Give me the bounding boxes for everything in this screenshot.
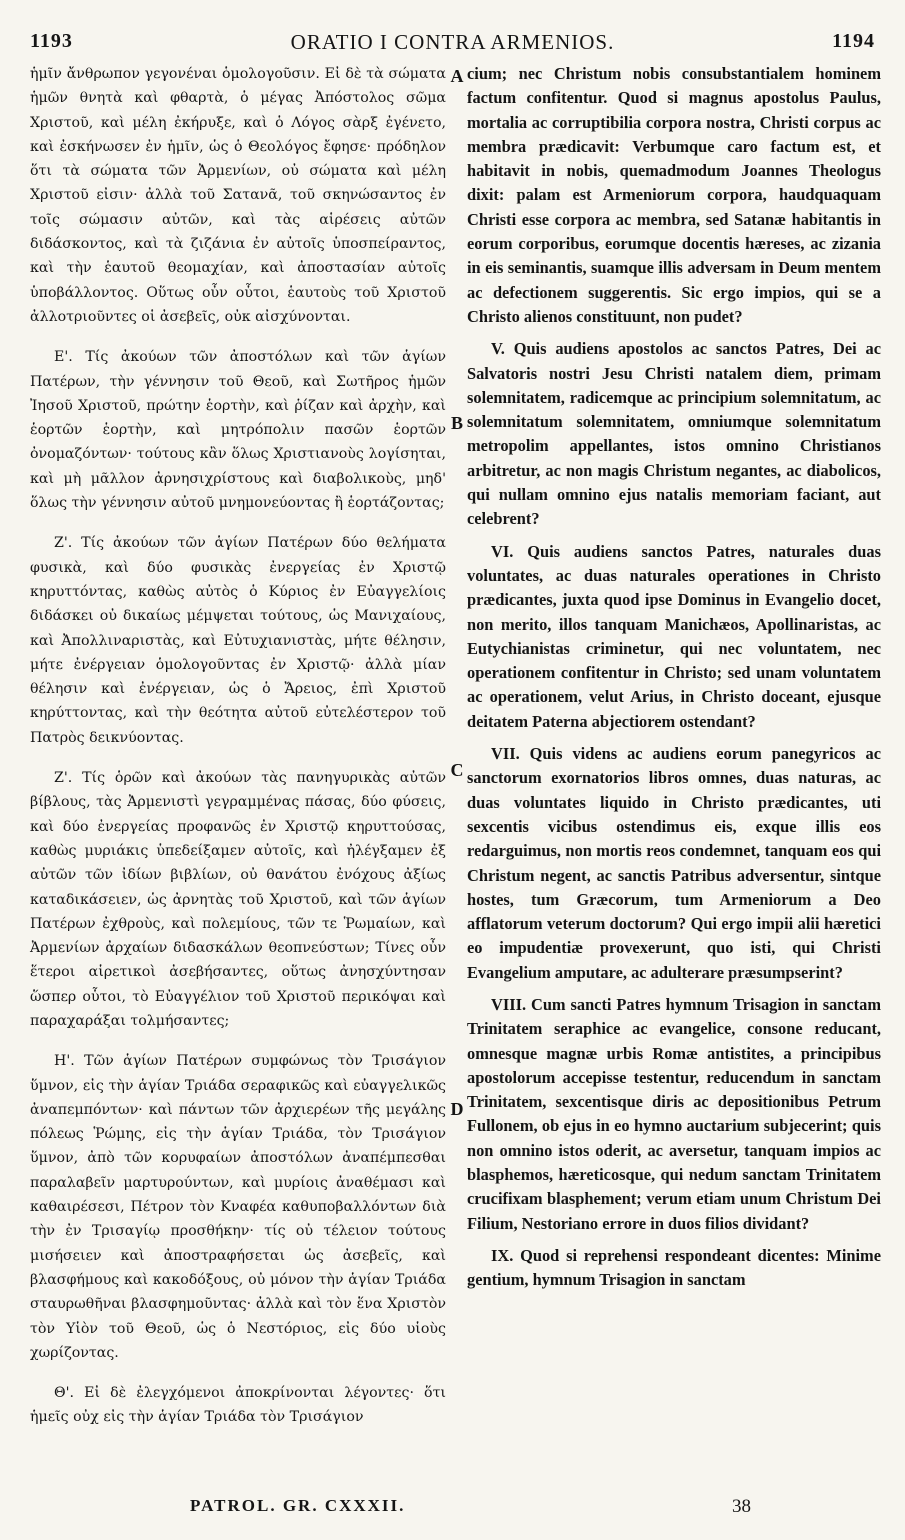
greek-paragraph-8: Η'. Τῶν ἁγίων Πατέρων συμφώνως τὸν Τρισάγιον ὕμνον, εἰς τὴν ἁγίαν Τριάδα σεραφικῶς καὶ εὐαγγελικῶς ἀναπεμπόντων· καὶ πάντων τῶν ἀρχιερέων τῆς μεγάλης πόλεως Ῥώμης, εἰς τὴν ἁγίαν Τριάδα, τὸν Τρισάγιον ὕμνον, ἀπὸ τῶν κορυφαίων ἀποστόλων ἀναπέμπεσθαι παραλαβεῖν μαρτυρούντων, καὶ μυρίοις ἀναθέμασι καὶ καθαιρέσεσι, Πέτρον τὸν Κναφέα καθυποβαλλόντων διὰ τὴν ἐν Τρισαγίῳ προσθήκην· τίς οὐ τέλειον τούτους μισήσειεν καὶ ἀποστραφήσεται ὡς ἀσεβεῖς, καὶ βλασφήμους καὶ κακοδόξους, οὐ μόνον τὴν ἁγίαν Τριάδα σταυρωθῆναι βλασφημοῦντας· ἀλλὰ καὶ τὸν ἕνα Χριστὸν τὸν Υἱὸν τοῦ Θεοῦ, ὡς ὁ Νεστόριος, εἰς δύο υἱοὺς χωρίζοντας. [30,1053,446,1361]
footer-sheet-number: 38 [732,1496,751,1517]
greek-column [30,62,446,1430]
greek-paragraph-7: Ζ'. Τίς ὁρῶν καὶ ἀκούων τὰς πανηγυρικὰς αὐτῶν βίβλους, τὰς Ἀρμενιστὶ γεγραμμένας πάσας, δύο φύσεις, καὶ δύο ἐνεργείας προφανῶς ἐν Χριστῷ κηρυττούσας, καθὼς μυριάκις ὑπεδείξαμεν αὐτοῖς, καὶ ἠλέγξαμεν ἐξ αὐτῶν τῶν ἰδίων βιβλίων, οὐ θανάτου ἐνόχους ἀξίως καταδικάσειεν, ὡς ἀρνητὰς τοῦ Χριστοῦ, καὶ τῶν ἁγίων Πατέρων ἐχθροὺς, καὶ πολεμίους, τῶν τε Ῥωμαίων, καὶ Ἀρμενίων ἀρχαίων διδασκάλων θεοπνεύστων; Τίνες οὖν ἕτεροι αἱρετικοὶ ἀσεβήσαντες, οὕτως ἀνησχύντησαν ὥσπερ οὗτοι, τὸ Εὐαγγέλιον τοῦ Χριστοῦ περικόψαι καὶ παραχαράξαι τολμήσαντες; [30,770,446,1029]
latin-column [467,62,881,1293]
margin-letter-c: C [450,760,464,780]
page-number-right: 1194 [832,30,875,52]
greek-paragraph-intro: ἡμῖν ἄνθρωπον γεγονέναι ὁμολογοῦσιν. Εἰ δὲ τὰ σώματα ἡμῶν θνητὰ καὶ φθαρτὰ, ὁ μέγας Ἀπόστολος σῶμα Χριστοῦ, καὶ μέλη ἐκήρυξε, καὶ ὁ Λόγος σὰρξ ἐγένετο, καὶ ἐσκήνωσεν ἐν ἡμῖν, ὡς ὁ Θεολόγος ἔφησε· πρόδηλον ὅτι τὰ σώματα τῶν Ἀρμενίων, οὐ σώματα καὶ μέλη Χριστοῦ εἰσιν· ἀλλὰ τοῦ Σατανᾶ, τοῦ σκηνώσαντος ἐν τοῖς σώμασιν αὐτῶν, καὶ τὰς αἱρέσεις αὐτῶν διδάσκοντος, καὶ τὰ ζιζάνια ἐν αὐτοῖς ὑποσπείραντος, καὶ τὴν ἑαυτοῦ θεομαχίαν, καὶ ἀποστασίαν αὐτοῖς ὑποβάλλοντος. Οὕτως οὖν οὗτοι, ἑαυτοὺς τοῦ Χριστοῦ ἀλλοτριοῦντες οἱ ἀσεβεῖς, οὐκ αἰσχύνονται. [30,66,446,325]
running-title: ORATIO I CONTRA ARMENIOS. [290,30,615,54]
margin-letter-b: B [450,413,463,433]
page-number-left: 1193 [30,30,73,52]
margin-letter-a: A [450,66,464,86]
latin-paragraph-6: VI. Quis audiens sanctos Patres, naturales duas voluntates, ac duas naturales operationes in Christo prædicantes, juxta quod ipse Dominus in Evangelio docet, non merito, illos tanquam Manichæos, Apollinaristas, ac Eutychianistas criminetur, qui nec voluntatem, nec operationem confitentur in Christo; sed unam voluntatem ac operationem, velut Arius, in Christo doceant, ejusque deitatem Paterna abjectiorem ostendant? [467,541,881,731]
greek-paragraph-6: Ζ'. Τίς ἀκούων τῶν ἁγίων Πατέρων δύο θελήματα φυσικὰ, καὶ δύο φυσικὰς ἐνεργείας ἐν Χριστῷ κηρυττόντας, καθὼς αὐτὸς ὁ Κύριος ἐν Εὐαγγελίοις διδάσκει οὐ δικαίως μέμψεται τούτους, ὡς Μανιχαίους, καὶ Ἀπολλιναριστὰς, καὶ Εὐτυχιανιστὰς, μήτε θέλησιν, μήτε ἐνέργειαν ὁμολογοῦντας ἐν Χριστῷ· ἀλλὰ μίαν θέλησιν καὶ ἐνέργειαν, ὡς ὁ Ἄρειος, ἐπὶ Χριστοῦ κηρύττοντας, καὶ τὴν θεότητα αὐτοῦ εὐτελέστερον τοῦ Πατρὸς δεικνύοντας. [30,535,446,746]
latin-paragraph-8: VIII. Cum sancti Patres hymnum Trisagion in sanctam Trinitatem seraphice ac evangelice, consone reducant, omnesque magnæ urbis Romæ antistites, a principibus apostolorum accepisse testentur, reducendum in sanctam Trinitatem, sexcentisque diris ac depositionibus Petrum Fullonem, ob ejus in eo hymno auctarium subjecerint; quis non omnino istos oderit, ac aversetur, tanquam impios ac blasphemos, hæreticosque, qui nedum sanctam Trinitatem crucifixam blasphement; verum etiam unum Christum Dei Filium, Nestoriano errore in duos filios dividant? [467,994,881,1233]
latin-paragraph-9: IX. Quod si reprehensi respondeant dicentes: Minime gentium, hymnum Trisagion in sanctam [467,1245,881,1290]
greek-paragraph-5: Ε'. Τίς ἀκούων τῶν ἀποστόλων καὶ τῶν ἁγίων Πατέρων, τὴν γέννησιν τοῦ Θεοῦ, καὶ Σωτῆρος ἡμῶν Ἰησοῦ Χριστοῦ, πρώτην ἑορτὴν, καὶ ῥίζαν καὶ ἀρχὴν, καὶ ἑορτῶν ἑορτὴν, καὶ μητρόπολιν πασῶν ἑορτῶν ὀνομαζόντων· τούτους κἂν ὅλως Χριστιανοὺς λογίσηται, καὶ μὴ μᾶλλον ἀρνησιχρίστους καὶ διαβολικοὺς, μηδ' ὅλως τὴν γέννησιν αὐτοῦ μνημονεύοντας ἢ ἑορτάζοντας; [30,349,446,512]
latin-paragraph-7: VII. Quis videns ac audiens eorum panegyricos ac sanctorum exornatorios libros omnes, duas naturas, ac duas voluntates liquido in Christo prædicantes, uti sexcentis vicibus ostendimus eis, exque illis eos redarguimus, non mortis reos condemnet, tanquam eos qui Christum negent, ac sanctis Patribus adversentur, sintque hostes, tum Græcorum, tum Armeniorum a Deo afflatorum veterum doctorum? Qui ergo impii alii hæretici eo impudentiæ provexerunt, quo isti, qui Christi Evangelium amputare, ac adulterare præsumpserint? [467,744,881,982]
latin-paragraph-intro: cium; nec Christum nobis consubstantialem hominem factum confitentur. Quod si magnus apostolus Paulus, mortalia ac corruptibilia corpora nostra, Christi corpus ac membra prædicavit: Verbumque caro factum est, et habitavit in nobis, quemadmodum Joannes Theologus dixit: palam est Armeniorum corpora, haudquaquam Christi esse corpora ac membra, sed Satanæ habitantis in eorum corporibus, eorumque docentis hæreses, ac zizania in eis seminantis, suamque illis adversam in Deum mentem ac defectionem suggerentis. Sic ergo impios, qui se a Christo alienos constituunt, non pudet? [467,64,881,326]
greek-paragraph-9: Θ'. Εἰ δὲ ἐλεγχόμενοι ἀποκρίνονται λέγοντες· ὅτι ἡμεῖς οὐχ εἰς τὴν ἁγίαν Τριάδα τὸν Τρισάγιον [30,1385,446,1426]
footer-signature: PATROL. GR. CXXXII. [190,1496,406,1515]
running-header [30,30,875,60]
margin-letter-d: D [450,1099,464,1119]
latin-paragraph-5: V. Quis audiens apostolos ac sanctos Patres, Dei ac Salvatoris nostri Jesu Christi natalem diem, primam solemnitatem, radicemque ac principium solemnitatum, ac solemnitatum solemnitatem, omniumque solemnitatum metropolim appellantes, istos omnino Christianos arbitretur, ac non magis Christum negantes, ac diabolicos, qui nullam omnino ejus natalis memoriam faciant, aut celebrent? [467,339,881,529]
